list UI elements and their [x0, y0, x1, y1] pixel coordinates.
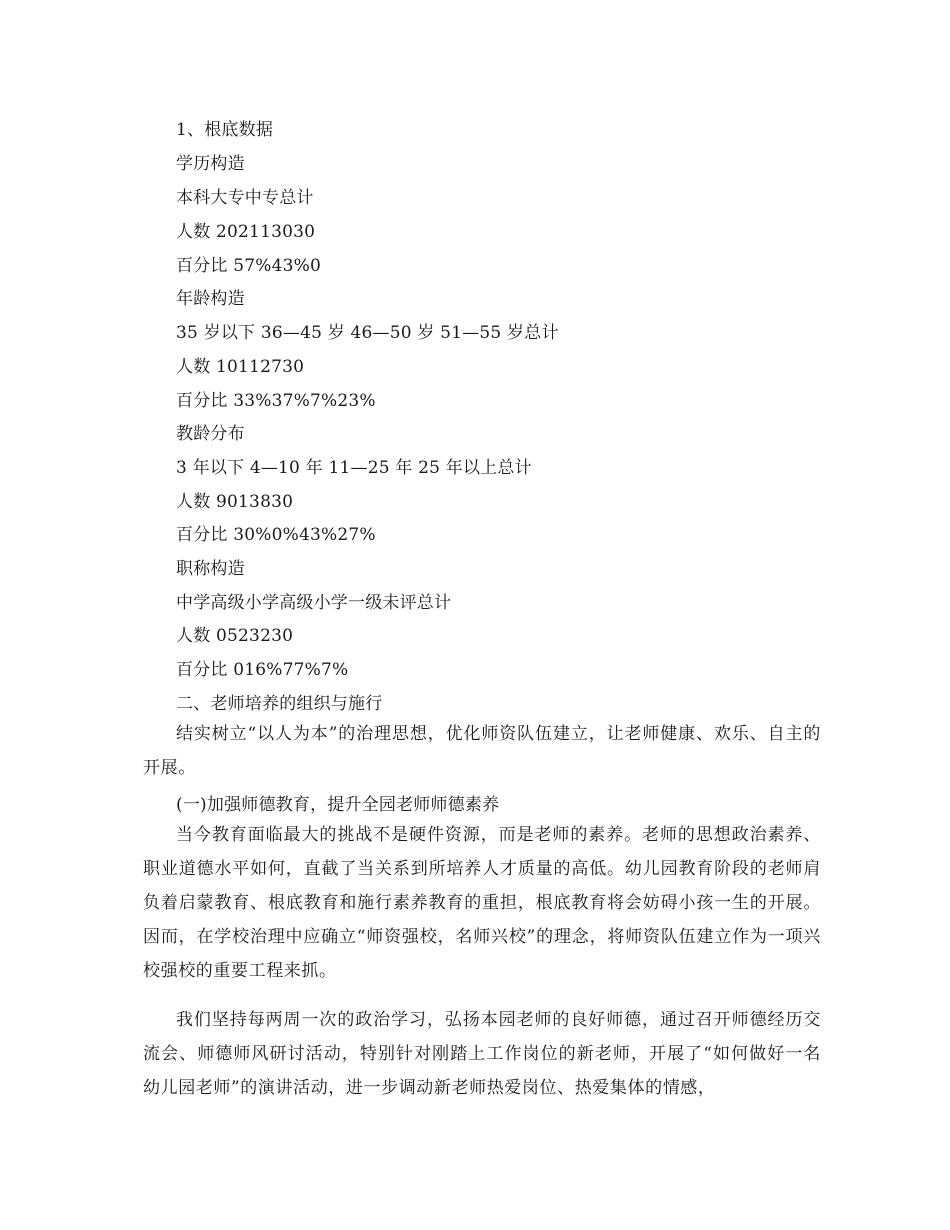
age-categories: 35 岁以下 36—45 岁 46—50 岁 51—55 岁总计: [176, 323, 559, 343]
age-counts: 人数 10112730: [176, 357, 305, 377]
title-percent: 百分比 016%77%7%: [176, 660, 349, 680]
education-categories: 本科大专中专总计: [176, 188, 314, 208]
teaching-years-percent: 百分比 30%0%43%27%: [176, 525, 376, 545]
subheading-education: 学历构造: [176, 154, 245, 174]
age-percent: 百分比 33%37%7%23%: [176, 391, 376, 411]
subheading-age: 年龄构造: [176, 289, 245, 309]
paragraph-ethics: 当今教育面临最大的挑战不是硬件资源，而是老师的素养。老师的思想政治素养、职业道德水平如何，直截了当关系到所培养人才质量的高低。幼儿园教育阶段的老师肩负着启蒙教育、根底教育和施行素养教育的重担，根底教育将会妨碍小孩一生的开展。因而，在学校治理中应确立“师资强校，名师兴校”的理念，将师资队伍建立作为一项兴校强校的重要工程来抓。: [143, 825, 821, 981]
subheading-teaching-years: 教龄分布: [176, 424, 245, 444]
teaching-years-categories: 3 年以下 4—10 年 11—25 年 25 年以上总计: [176, 458, 532, 478]
subheading-title: 职称构造: [176, 559, 245, 579]
section-heading-training: 二、老师培养的组织与施行: [176, 694, 383, 714]
subsection-heading-ethics: (一)加强师德教育，提升全园老师师德素养: [176, 795, 500, 815]
paragraph-philosophy: 结实树立“以人为本”的治理思想，优化师资队伍建立，让老师健康、欢乐、自主的开展。: [143, 724, 821, 778]
education-counts: 人数 202113030: [176, 222, 316, 242]
title-categories: 中学高级小学高级小学一级未评总计: [176, 593, 452, 613]
title-counts: 人数 0523230: [176, 626, 294, 646]
paragraph-activities: 我们坚持每两周一次的政治学习，弘扬本园老师的良好师德，通过召开师德经历交流会、师德师风研讨活动，特别针对刚踏上工作岗位的新老师，开展了“如何做好一名幼儿园老师”的演讲活动，进一步调动新老师热爱岗位、热爱集体的情感，: [143, 1010, 821, 1098]
section-heading-basic-data: 1、根底数据: [176, 120, 274, 140]
teaching-years-counts: 人数 9013830: [176, 492, 294, 512]
education-percent: 百分比 57%43%0: [176, 256, 321, 276]
